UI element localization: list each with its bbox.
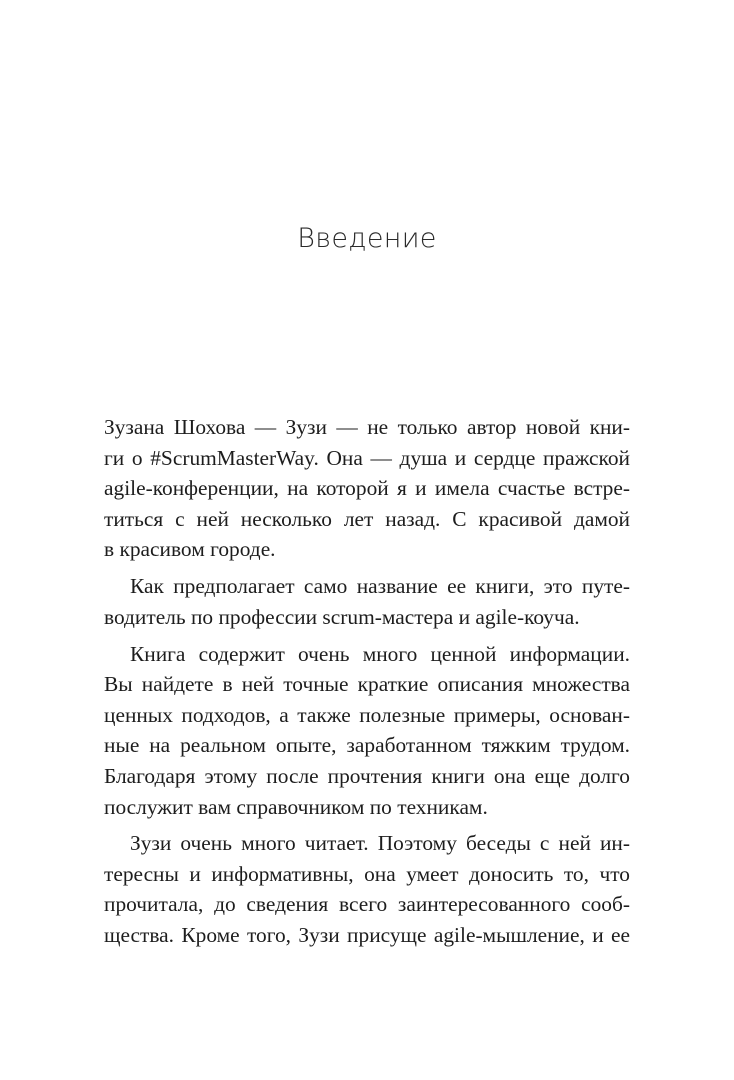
text-line: тересны и информативны, она умеет доносить то, что (104, 861, 630, 886)
body-text (104, 412, 630, 951)
paragraph (104, 828, 630, 950)
text-line: Книга содержит очень много ценной информации. (130, 641, 630, 666)
text-line: Благодаря этому после прочтения книги она еще долго (104, 763, 630, 788)
text-line: послужит вам справочником по техникам. (104, 794, 488, 819)
paragraph (104, 412, 630, 565)
text-line: Зузана Шохова — Зузи — не только автор новой кни- (104, 415, 630, 439)
text-line: agile-конференции, на которой я и имела счастье встре- (104, 476, 630, 501)
text-line: ценных подходов, а также полезные примеры, основан- (104, 702, 630, 727)
paragraph (104, 639, 630, 823)
text-line: титься с ней несколько лет назад. С красивой дамой (104, 506, 630, 531)
text-line: Зузи очень много читает. Поэтому беседы с ней ин- (130, 831, 630, 856)
paragraph (104, 571, 630, 632)
text-line: в красивом городе. (104, 537, 276, 562)
text-line: ги о #ScrumMasterWay. Она — душа и сердце пражской (104, 445, 630, 470)
text-line: ные на реальном опыте, заработанном тяжким трудом. (104, 733, 630, 758)
chapter-title: Введение (297, 223, 437, 254)
text-line: Вы найдете в ней точные краткие описания множества (104, 672, 630, 697)
text-line: водитель по профессии scrum-мастера и agile-коуча. (104, 604, 580, 629)
text-line: прочитала, до сведения всего заинтересованного сооб- (104, 892, 630, 917)
text-line: Как предполагает само название ее книги, это путе- (130, 574, 630, 599)
text-line: щества. Кроме того, Зузи присуще agile-мышление, и ее (104, 923, 630, 948)
